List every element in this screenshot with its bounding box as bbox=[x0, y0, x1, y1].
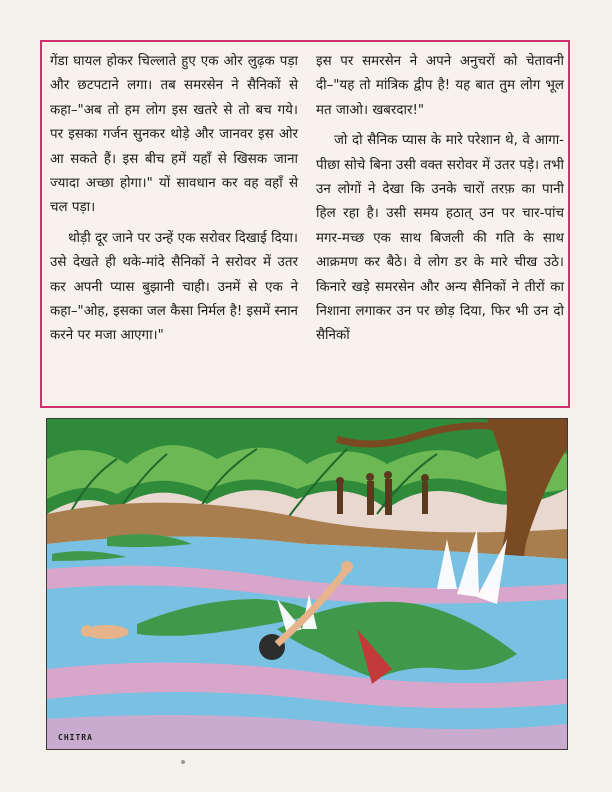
story-text-frame bbox=[40, 40, 570, 408]
story-paragraph: थोड़ी दूर जाने पर उन्हें एक सरोवर दिखाई दिया। उसे देखते ही थके-मांदे सैनिकों ने सरोवर में उतर कर अपनी प्यास बुझानी चाही। उनमें से एक ने कहा–"ओह, इसका जल कैसा निर्मल है! इसमें स्नान करने पर मजा आएगा।" bbox=[50, 230, 298, 344]
story-paragraph: गेंडा घायल होकर चिल्लाते हुए एक ओर लुढ़क पड़ा और छटपटाने लगा। तब समरसेन ने सैनिकों से कहा–"अब तो हम लोग इस खतरे से तो बच गये। पर इसका गर्जन सुनकर थोड़े और जानवर इस ओर आ सकते हैं। इस बीच हमें यहाँ से खिसक जाना ज्यादा अच्छा होगा।" यों सावधान कर वह वहाँ से चल पड़ा। bbox=[50, 54, 298, 216]
story-paragraph: जो दो सैनिक प्यास के मारे परेशान थे, वे आगा-पीछा सोचे बिना उसी वक्त सरोवर में उतर पड़े। तभी उन लोगों ने देखा कि उनके चारों तरफ़ का पानी हिल रहा है। उसी समय हठात् उन पर चार-पांच मगर-मच्छ एक साथ बिजली की गति के साथ आक्रमण कर बैठे। वे लोग डर के मारे चीख उठे। किनारे खड़े समरसेन और अन्य सैनिकों ने तीरों का निशाना लगाकर उन पर छोड़ दिया, फिर भी उन दो सैनिकों bbox=[316, 133, 564, 344]
crocodile-attack-illustration bbox=[46, 418, 568, 750]
page-mark bbox=[181, 760, 185, 764]
artist-signature: CHITRA bbox=[58, 733, 93, 742]
illustration-art bbox=[47, 419, 567, 749]
story-paragraph: इस पर समरसेन ने अपने अनुचरों को चेतावनी दी–"यह तो मांत्रिक द्वीप है! यह बात तुम लोग भूल मत जाओ। खबरदार!" bbox=[316, 54, 564, 118]
story-column-left bbox=[50, 50, 298, 355]
story-column-right bbox=[316, 50, 564, 355]
